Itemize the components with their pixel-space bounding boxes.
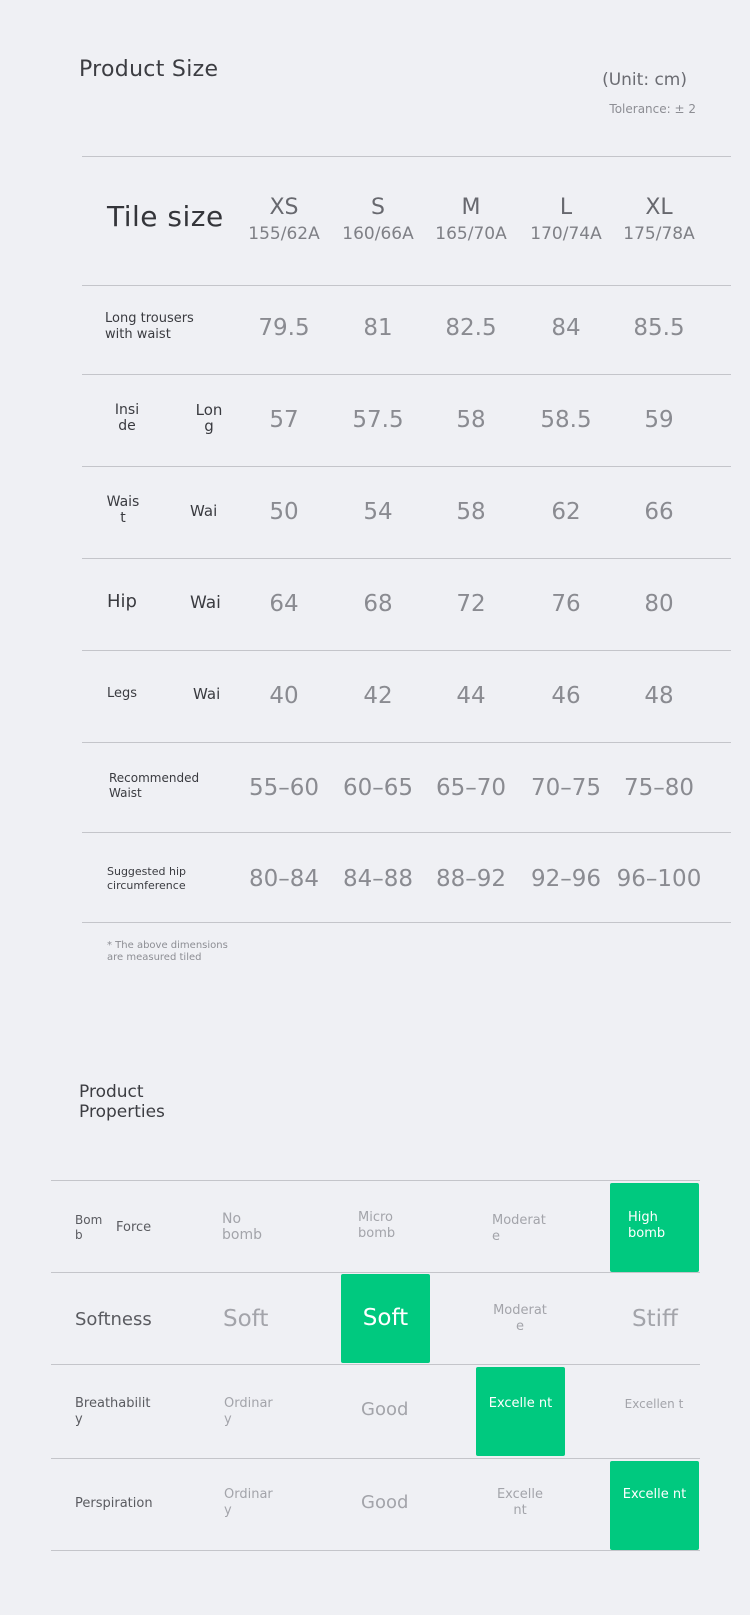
- divider: [82, 285, 731, 286]
- table-cell: 68: [363, 591, 393, 617]
- property-sublabel: Force: [116, 1220, 152, 1235]
- option-micro-bomb: Micro bomb: [358, 1210, 396, 1241]
- size-code: S: [371, 195, 385, 220]
- option-moderate: Moderat e: [493, 1303, 547, 1334]
- option-high-bomb: High bomb: [628, 1210, 666, 1241]
- table-cell: 64: [269, 591, 299, 617]
- option-excellent: Excellen t: [624, 1397, 684, 1411]
- option-good: Good: [361, 1399, 409, 1420]
- size-header-l: [519, 195, 613, 245]
- property-label: Bom b: [75, 1213, 103, 1242]
- divider: [51, 1180, 700, 1181]
- divider: [82, 832, 731, 833]
- table-cell: 58: [456, 407, 486, 433]
- table-cell: 75–80: [623, 775, 695, 801]
- table-cell: 46: [551, 683, 581, 709]
- divider: [82, 156, 731, 157]
- option-excellent: Excelle nt: [496, 1487, 544, 1518]
- option-moderate: Moderat e: [492, 1213, 546, 1244]
- size-code: L: [559, 195, 573, 220]
- property-label: Softness: [75, 1309, 152, 1330]
- footnote: * The above dimensions are measured tiled: [107, 940, 228, 963]
- divider: [82, 374, 731, 375]
- size-header-m: [424, 195, 518, 245]
- table-cell: 80–84: [248, 866, 320, 892]
- table-cell: 57: [269, 407, 299, 433]
- tolerance-label: Tolerance: ± 2: [609, 102, 696, 116]
- size-spec: 170/74A: [530, 224, 602, 244]
- table-cell: 40: [269, 683, 299, 709]
- row-label: Hip: [107, 591, 137, 612]
- divider: [82, 558, 731, 559]
- table-cell: 80: [644, 591, 674, 617]
- divider: [51, 1550, 700, 1551]
- property-label: Perspiration: [75, 1496, 153, 1511]
- option-excellent-selected: Excelle nt: [488, 1396, 553, 1411]
- table-cell: 62: [551, 499, 581, 525]
- row-sublabel: Wai: [190, 502, 218, 520]
- table-cell: 58: [456, 499, 486, 525]
- size-code: XL: [645, 195, 673, 220]
- table-cell: 50: [269, 499, 299, 525]
- table-cell: 84–88: [342, 866, 414, 892]
- table-cell: 58.5: [540, 407, 592, 433]
- option-good: Good: [361, 1492, 409, 1513]
- row-label: Insi de: [114, 402, 140, 434]
- table-cell: 82.5: [445, 315, 497, 341]
- size-section-title: Product Size: [79, 57, 219, 82]
- table-cell: 88–92: [435, 866, 507, 892]
- size-header-s: [331, 195, 425, 245]
- size-code: M: [461, 195, 481, 220]
- option-soft-selected: Soft: [362, 1305, 409, 1331]
- option-ordinary: Ordinar y: [224, 1487, 273, 1518]
- row-label: Legs: [107, 686, 138, 701]
- table-cell: 76: [551, 591, 581, 617]
- divider: [51, 1364, 700, 1365]
- size-spec: 175/78A: [623, 224, 695, 244]
- table-cell: 70–75: [530, 775, 602, 801]
- selected-highlight: [610, 1461, 699, 1550]
- option-excellent-selected: Excelle nt: [622, 1487, 687, 1502]
- row-sublabel: Wai: [193, 685, 221, 703]
- size-spec: 155/62A: [248, 224, 320, 244]
- table-cell: 81: [363, 315, 393, 341]
- table-cell: 66: [644, 499, 674, 525]
- table-cell: 85.5: [633, 315, 685, 341]
- unit-label: (Unit: cm): [602, 70, 687, 90]
- row-label: Recommended Waist: [109, 771, 200, 800]
- size-code: XS: [269, 195, 299, 220]
- table-cell: 57.5: [352, 407, 404, 433]
- size-spec: 160/66A: [342, 224, 414, 244]
- divider: [82, 466, 731, 467]
- row-sublabel: Lon g: [195, 401, 223, 435]
- table-cell: 84: [551, 315, 581, 341]
- table-cell: 79.5: [258, 315, 310, 341]
- divider: [82, 742, 731, 743]
- size-header-xs: [237, 195, 331, 245]
- table-cell: 59: [644, 407, 674, 433]
- option-stiff: Stiff: [632, 1306, 678, 1332]
- divider: [51, 1272, 700, 1273]
- tile-size-label: Tile size: [107, 200, 224, 233]
- row-label: Wais t: [106, 494, 140, 526]
- option-ordinary: Ordinar y: [224, 1396, 273, 1427]
- size-spec: 165/70A: [435, 224, 507, 244]
- table-cell: 65–70: [435, 775, 507, 801]
- table-cell: 44: [456, 683, 486, 709]
- divider: [82, 650, 731, 651]
- table-cell: 60–65: [342, 775, 414, 801]
- table-cell: 72: [456, 591, 486, 617]
- table-cell: 48: [644, 683, 674, 709]
- divider: [51, 1458, 700, 1459]
- option-soft: Soft: [223, 1306, 269, 1332]
- option-no-bomb: No bomb: [222, 1211, 262, 1243]
- row-label: Long trousers with waist: [105, 311, 194, 342]
- table-cell: 96–100: [616, 866, 702, 892]
- table-cell: 42: [363, 683, 393, 709]
- size-header-xl: [612, 195, 706, 245]
- row-label: Suggested hip circumference: [107, 865, 186, 892]
- property-label: Breathabilit y: [75, 1396, 151, 1427]
- properties-section-title: Product Properties: [79, 1082, 165, 1122]
- divider: [82, 922, 731, 923]
- table-cell: 54: [363, 499, 393, 525]
- table-cell: 92–96: [530, 866, 602, 892]
- table-cell: 55–60: [248, 775, 320, 801]
- row-sublabel: Wai: [190, 593, 221, 613]
